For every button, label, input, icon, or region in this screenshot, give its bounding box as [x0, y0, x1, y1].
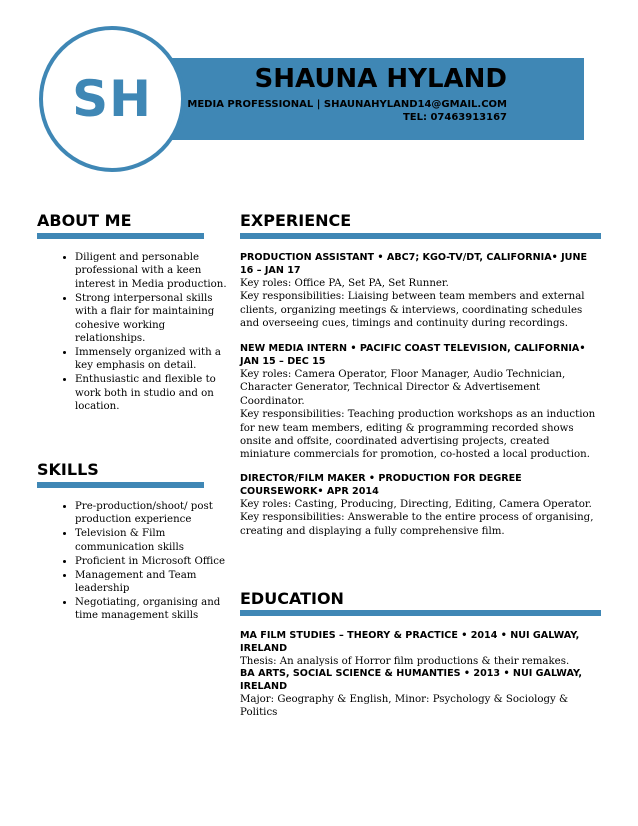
experience-roles: Key roles: Casting, Producing, Directing, Editing, Camera Operator. — [240, 499, 592, 510]
skills-list — [53, 500, 231, 623]
experience-heading: PRODUCTION ASSISTANT • ABC7; KGO-TV/DT, CALIFORNIA• JUNE 16 – JAN 17 — [240, 252, 588, 276]
experience-title: EXPERIENCE — [240, 211, 352, 230]
about-item: • Diligent and personable professional with a keen interest in Media production. — [75, 251, 231, 291]
education-rule — [240, 610, 601, 616]
experience-body — [240, 498, 602, 538]
experience-entry — [240, 251, 602, 331]
education-heading: MA FILM STUDIES – THEORY & PRACTICE • 2014 • NUI GALWAY, IRELAND — [240, 630, 580, 654]
about-item: • Enthusiastic and flexible to work both in studio and on location. — [75, 373, 231, 413]
contact-line-title-email: MEDIA PROFESSIONAL | SHAUNAHYLAND14@GMAIL.COM — [187, 99, 507, 110]
experience-responsibilities: Key responsibilities: Answerable to the entire process of organising, creating and displaying a fully comprehensive film. — [240, 512, 594, 537]
education-heading: BA ARTS, SOCIAL SCIENCE & HUMANTIES • 2013 • NUI GALWAY, IRELAND — [240, 668, 582, 692]
experience-responsibilities: Key responsibilities: Teaching production workshops as an induction for new team members, editing & programming recorded shows onsite and offsite, coordinated advertising projects, created miniature commercials for promotion, co-hosted a local production. — [240, 409, 596, 461]
experience-rule — [240, 233, 601, 239]
skill-item: • Management and Team leadership — [75, 569, 231, 596]
about-list — [53, 251, 231, 414]
skills-title: SKILLS — [37, 460, 99, 479]
about-item: • Strong interpersonal skills with a flair for maintaining cohesive working relationships. — [75, 292, 231, 346]
skill-item: • Proficient in Microsoft Office — [75, 555, 231, 568]
education-entry — [240, 629, 602, 668]
experience-responsibilities: Key responsibilities: Liaising between team members and external clients, organizing meetings & interviews, coordinating schedules and overseeing cues, timings and continuity during recordings. — [240, 291, 585, 330]
skill-item: • Pre-production/shoot/ post production experience — [75, 500, 231, 527]
education-entry — [240, 667, 602, 720]
education-title: EDUCATION — [240, 589, 344, 608]
experience-roles: Key roles: Office PA, Set PA, Set Runner. — [240, 278, 449, 289]
experience-entry — [240, 342, 602, 462]
skill-item: • Television & Film communication skills — [75, 527, 231, 554]
monogram: SH — [72, 70, 152, 128]
skill-item: • Negotiating, organising and time management skills — [75, 596, 231, 623]
education-detail: Thesis: An analysis of Horror film productions & their remakes. — [240, 656, 570, 667]
skills-rule — [37, 482, 204, 488]
about-title: ABOUT ME — [37, 211, 132, 230]
contact-line-phone: TEL: 07463913167 — [402, 112, 507, 123]
candidate-name: SHAUNA HYLAND — [254, 64, 507, 94]
experience-roles: Key roles: Camera Operator, Floor Manager, Audio Technician, Character Generator, Technical Director & Advertisement Coordinator. — [240, 369, 566, 407]
experience-entry — [240, 472, 602, 538]
experience-heading: DIRECTOR/FILM MAKER • PRODUCTION FOR DEGREE COURSEWORK• APR 2014 — [240, 473, 522, 497]
about-item: • Immensely organized with a key emphasis on detail. — [75, 346, 231, 373]
monogram-badge — [39, 26, 185, 172]
experience-heading: NEW MEDIA INTERN • PACIFIC COAST TELEVISION, CALIFORNIA• JAN 15 – DEC 15 — [240, 343, 586, 367]
education-detail: Major: Geography & English, Minor: Psychology & Sociology & Politics — [240, 694, 569, 719]
experience-body — [240, 368, 602, 462]
about-rule — [37, 233, 204, 239]
experience-body — [240, 277, 602, 331]
